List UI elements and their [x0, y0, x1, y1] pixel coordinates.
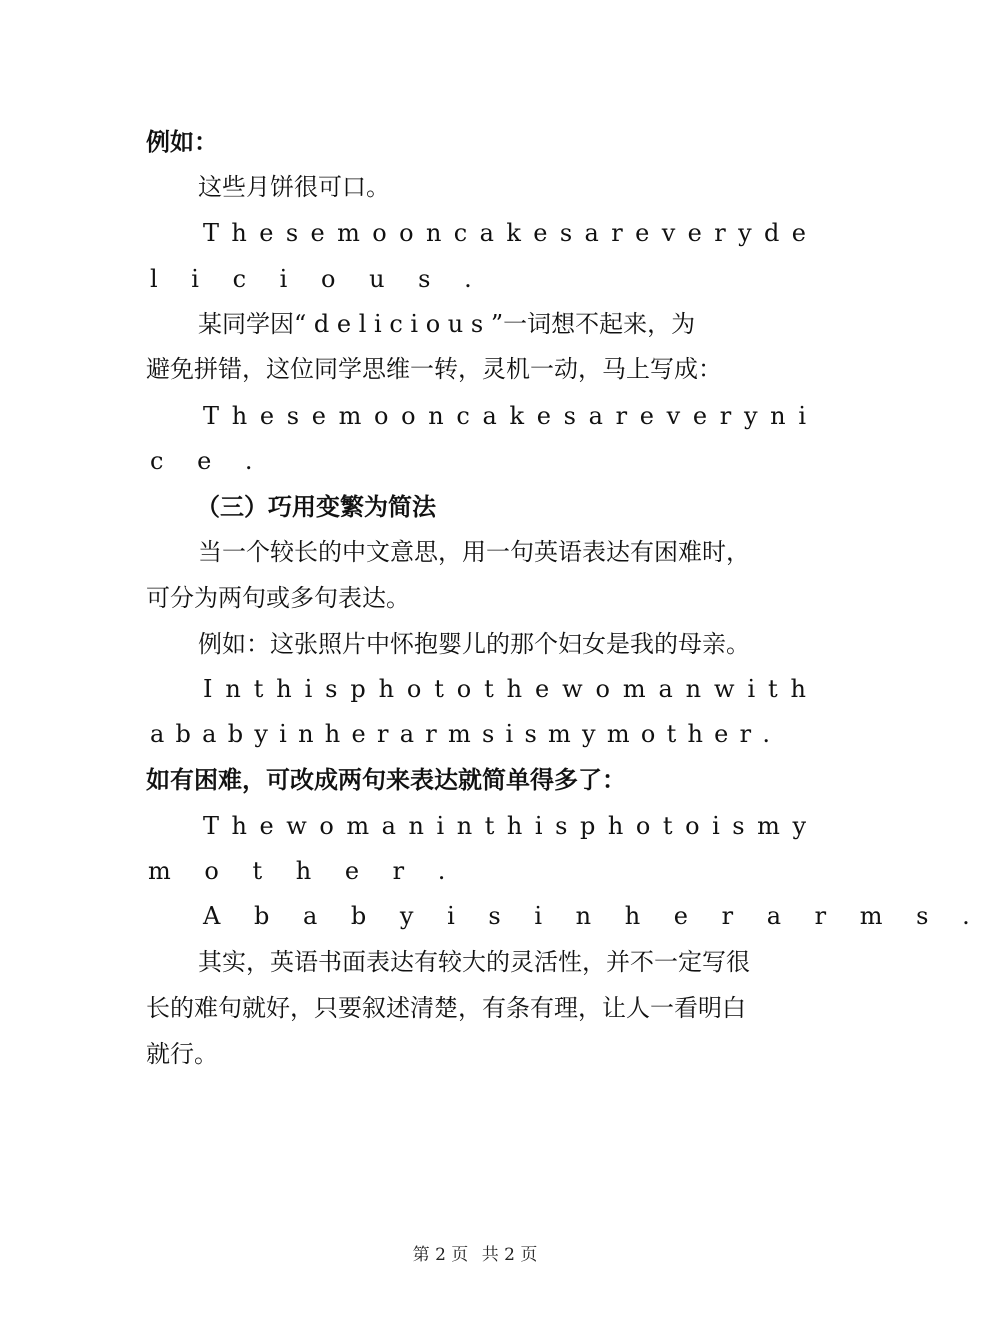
- paragraph-line: 长的难句就好，只要叙述清楚，有条有理，让人一看明白: [146, 994, 746, 1022]
- english-line: T h e s e m o o n c a k e s a r e v e r y n i: [203, 402, 806, 430]
- paragraph-line: 例如：这张照片中怀抱婴儿的那个妇女是我的母亲。: [198, 630, 750, 658]
- paragraph-line: 避免拼错，这位同学思维一转，灵机一动，马上写成：: [146, 355, 722, 383]
- paragraph-line: 就行。: [146, 1040, 218, 1068]
- page-number: 第 2 页: [412, 1245, 469, 1265]
- paragraph-line: 这些月饼很可口。: [198, 173, 390, 201]
- paragraph-line: 其实，英语书面表达有较大的灵活性，并不一定写很: [198, 948, 750, 976]
- bold-note-line: 如有困难，可改成两句来表达就简单得多了：: [146, 765, 626, 794]
- english-line: c e .: [150, 447, 266, 475]
- paragraph-line: 某同学因“ d e l i c i o u s ”一词想不起来，为: [198, 310, 696, 338]
- example-heading: 例如：: [146, 127, 218, 156]
- english-line: A b a b y i s i n h e r a r m s .: [203, 902, 983, 930]
- page-footer: [0, 1240, 950, 1270]
- page-total: 共 2 页: [481, 1245, 538, 1265]
- section-heading: （三）巧用变繁为简法: [196, 492, 436, 521]
- english-line: l i c i o u s .: [150, 265, 485, 293]
- english-line: m o t h e r .: [148, 857, 459, 885]
- english-line: T h e s e m o o n c a k e s a r e v e r y d e: [203, 219, 806, 247]
- english-line: T h e w o m a n i n t h i s p h o t o i s m y: [203, 812, 806, 840]
- english-line: I n t h i s p h o t o t h e w o m a n w i t h: [203, 675, 806, 703]
- paragraph-line: 当一个较长的中文意思，用一句英语表达有困难时，: [198, 538, 750, 566]
- english-line: a b a b y i n h e r a r m s i s m y m o t h e r .: [150, 720, 770, 748]
- paragraph-line: 可分为两句或多句表达。: [146, 584, 410, 612]
